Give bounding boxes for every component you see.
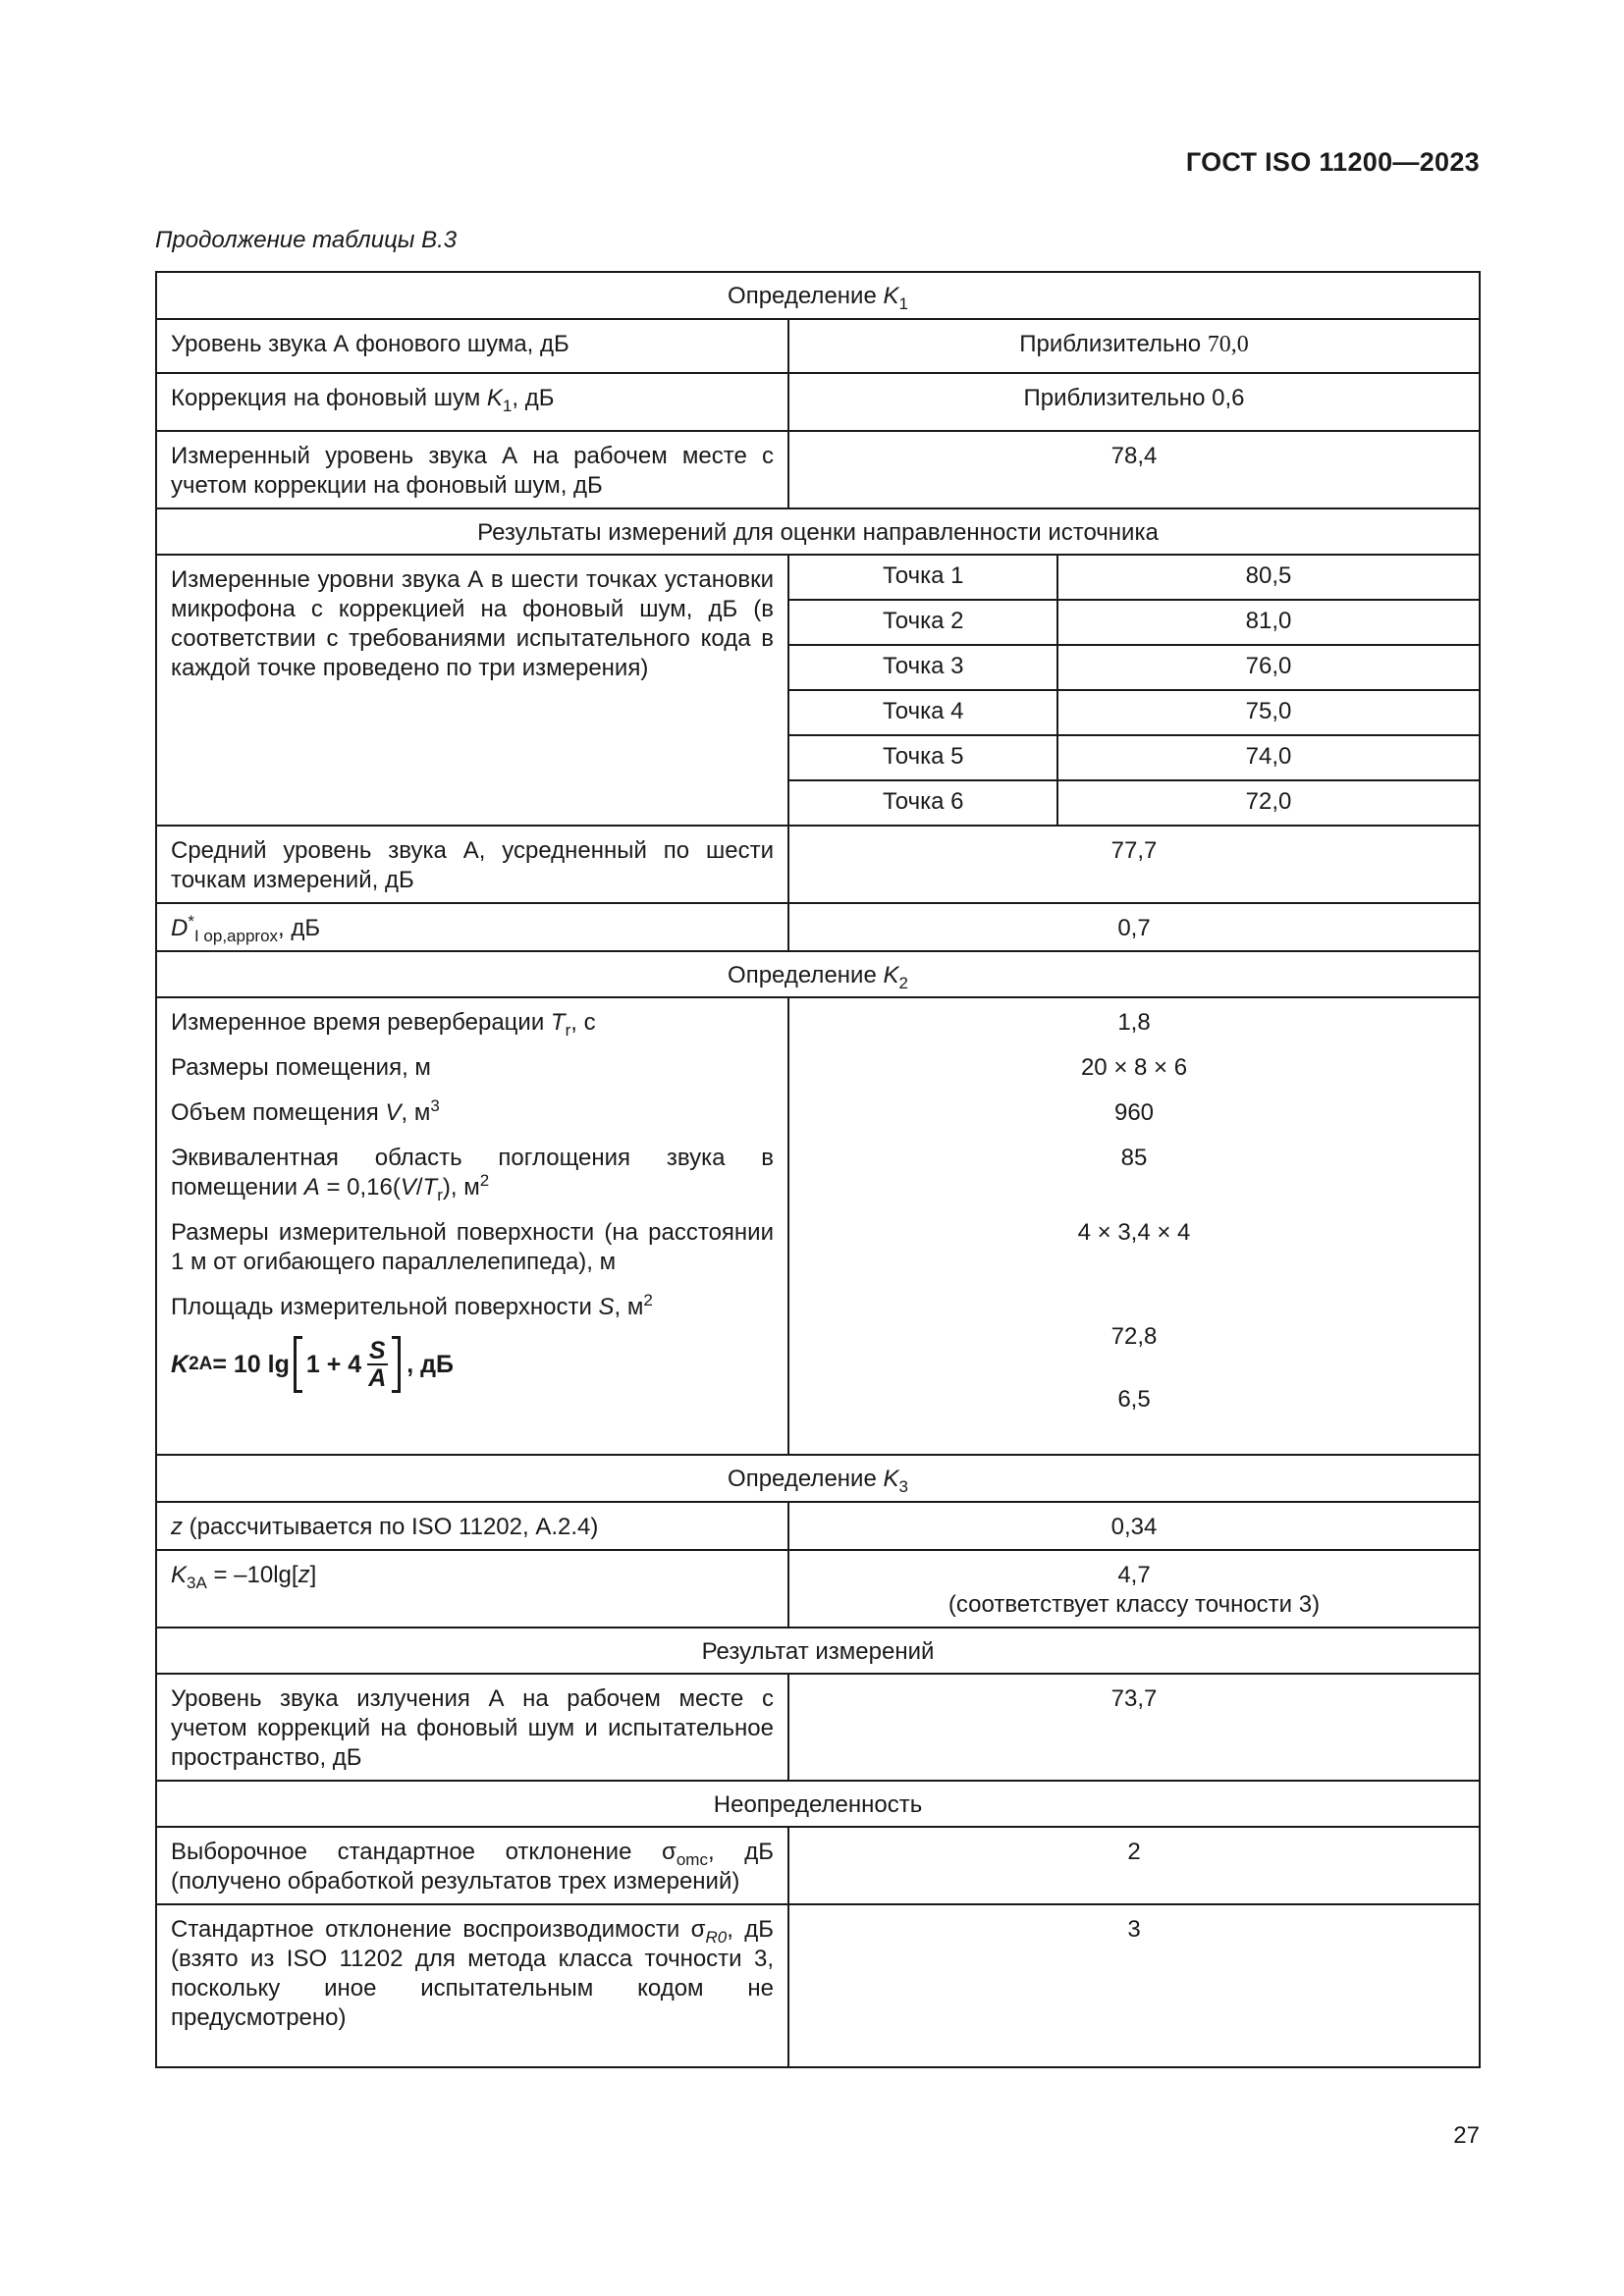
room-volume-label: Объем помещения V, $м^3$	[171, 1096, 440, 1126]
sigma-omc-label: Выборочное стандартное отклонение $\sigma_{omc}$, дБ (получено обработкой результатов трех измерений)	[156, 1827, 788, 1904]
background-level-label: Уровень звука А фонового шума, дБ	[156, 319, 788, 373]
left-bracket	[294, 1336, 302, 1393]
directivity-index-label: $D^*_{I op,approx}$, дБ	[156, 903, 788, 951]
section-k2-title: Определение $K_2$	[156, 951, 1480, 997]
point-name: Точка 6	[788, 780, 1057, 826]
table-caption: Продолжение таблицы В.3	[155, 227, 458, 253]
average-level-label: Средний уровень звука А, усредненный по шести точкам измерений, дБ	[156, 826, 788, 903]
point-row	[156, 555, 1480, 600]
k3a-value-cell	[788, 1550, 1480, 1628]
sigma-r0-label: Стандартное отклонение воспроизводимости $\sigma_{R0}$, дБ (взято из ISO 11202 для метода класса точности 3, поскольку иное испытательным кодом не предусмотрено)	[156, 1904, 788, 2067]
emission-level-label: Уровень звука излучения А на рабочем месте с учетом коррекций на фоновый шум и испытательное пространство, дБ	[156, 1674, 788, 1781]
table-row	[156, 1904, 1480, 2067]
background-correction-label: Коррекция на фоновый шум $K_1$, дБ	[156, 373, 788, 431]
point-value: 80,5	[1057, 555, 1480, 600]
point-name: Точка 2	[788, 600, 1057, 645]
room-volume-value: 960	[1113, 1099, 1155, 1126]
k3a-value: 4,7	[1117, 1562, 1151, 1588]
section-k1-title: Определение $K_1$	[156, 272, 1480, 319]
corrected-level-value: 78,4	[788, 431, 1480, 508]
sigma-omc-value: 2	[788, 1827, 1480, 1904]
table-row	[156, 826, 1480, 903]
point-value: 72,0	[1057, 780, 1480, 826]
right-bracket	[392, 1336, 401, 1393]
point-value: 81,0	[1057, 600, 1480, 645]
table-row	[156, 319, 1480, 373]
section-k3-title: Определение $K_3$	[156, 1455, 1480, 1502]
k2a-formula: K 2A = 10 lg 1 + 4 $\frac{S}{A}$ , дБ	[171, 1337, 454, 1392]
table-row	[156, 903, 1480, 951]
z-value: 0,34	[788, 1502, 1480, 1550]
measurement-table	[155, 271, 1481, 2068]
point-name: Точка 5	[788, 735, 1057, 780]
point-value: 74,0	[1057, 735, 1480, 780]
surface-area-label: Площадь измерительной поверхности S, $м^2$	[171, 1291, 653, 1320]
fraction: $\frac{S}{A}$	[368, 1337, 387, 1392]
reverb-time-value: 1,8	[1117, 1009, 1151, 1036]
k2a-value: 6,5	[1117, 1386, 1151, 1413]
k2-values-cell	[788, 997, 1480, 1455]
k3a-label: $K_{3A} = -10\lg[z]$	[156, 1550, 788, 1628]
section-uncertainty-row	[156, 1781, 1480, 1827]
table-row	[156, 431, 1480, 508]
section-directivity-title: Результаты измерений для оценки направленности источника	[156, 508, 1480, 555]
table-row	[156, 1502, 1480, 1550]
reverb-time-label: Измеренное время реверберации $T_r$, с	[171, 1009, 596, 1040]
points-label: Измеренные уровни звука А в шести точках установки микрофона с коррекцией на фоновый шум, дБ (в соответствии с требованиями испытательного кода в каждой точке проведено по три измерения)	[156, 555, 788, 826]
section-k1-row	[156, 272, 1480, 319]
k3a-note: (соответствует классу точности 3)	[947, 1591, 1321, 1618]
point-name: Точка 3	[788, 645, 1057, 690]
corrected-level-label: Измеренный уровень звука А на рабочем месте с учетом коррекции на фоновый шум, дБ	[156, 431, 788, 508]
section-k2-row	[156, 951, 1480, 997]
room-size-value: 20 × 8 × 6	[1080, 1054, 1188, 1081]
emission-level-value: 73,7	[788, 1674, 1480, 1781]
absorption-area-value: 85	[1120, 1145, 1148, 1171]
section-directivity-row	[156, 508, 1480, 555]
table-row	[156, 1550, 1480, 1628]
section-result-title: Результат измерений	[156, 1628, 1480, 1674]
point-value: 76,0	[1057, 645, 1480, 690]
section-result-row	[156, 1628, 1480, 1674]
section-k3-row	[156, 1455, 1480, 1502]
sigma-r0-value: 3	[788, 1904, 1480, 2067]
table-row	[156, 997, 1480, 1455]
background-correction-value: Приблизительно 0,6	[788, 373, 1480, 431]
page-number: 27	[1453, 2122, 1480, 2149]
point-name: Точка 4	[788, 690, 1057, 735]
standard-header: ГОСТ ISO 11200—2023	[1185, 147, 1480, 177]
point-value: 75,0	[1057, 690, 1480, 735]
room-size-label: Размеры помещения, м	[171, 1054, 431, 1081]
point-name: Точка 1	[788, 555, 1057, 600]
surface-dims-value: 4 × 3,4 × 4	[1077, 1219, 1191, 1246]
table-row	[156, 373, 1480, 431]
directivity-index-value: 0,7	[788, 903, 1480, 951]
table-row	[156, 1827, 1480, 1904]
absorption-area-label: Эквивалентная область поглощения звука в помещении $A = 0,16(V/T_r)$, $м^2$	[171, 1145, 774, 1204]
surface-area-value: 72,8	[1110, 1323, 1158, 1350]
average-level-value: 77,7	[788, 826, 1480, 903]
table-row	[156, 1674, 1480, 1781]
k2-labels-cell	[156, 997, 788, 1455]
background-level-value: Приблизительно 70,0	[788, 319, 1480, 373]
section-uncertainty-title: Неопределенность	[156, 1781, 1480, 1827]
surface-dims-label: Размеры измерительной поверхности (на расстоянии 1 м от огибающего параллелепипеда), м	[171, 1219, 774, 1275]
z-label: z (рассчитывается по ISO 11202, А.2.4)	[156, 1502, 788, 1550]
